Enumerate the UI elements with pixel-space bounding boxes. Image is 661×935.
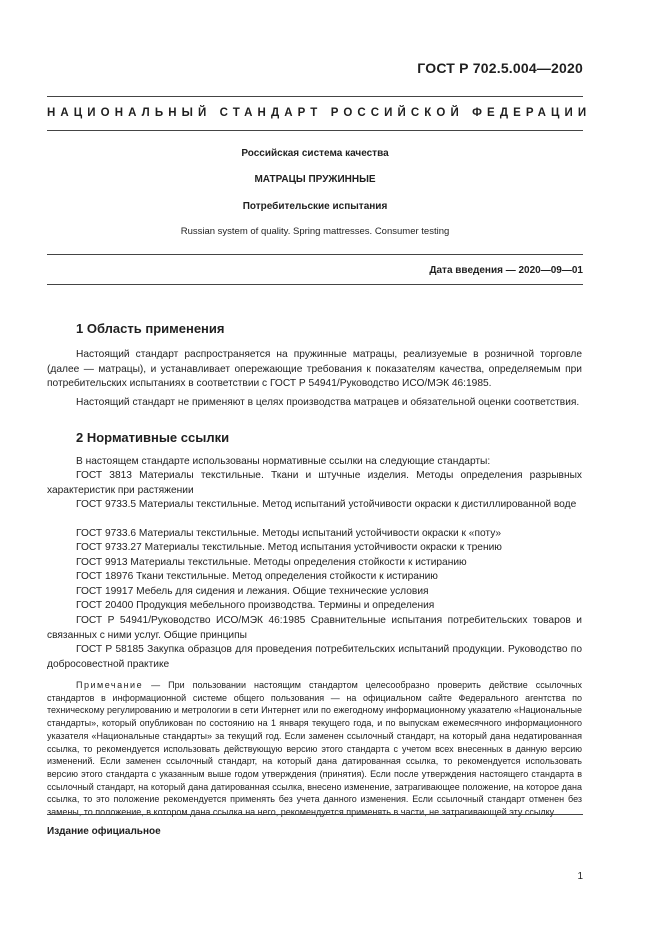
document-code: ГОСТ Р 702.5.004—2020 <box>417 60 583 76</box>
footer-rule <box>47 814 583 815</box>
reference-text: ГОСТ 20400 Продукция мебельного производства. Термины и определения <box>76 600 435 611</box>
reference-item <box>47 527 582 542</box>
reference-text: ГОСТ 3813 Материалы текстильные. Ткани и штучные изделия. Методы определения разрывных характеристик при растяжении <box>47 470 582 496</box>
reference-text: ГОСТ 9733.27 Материалы текстильные. Метод испытания устойчивости окраски к трению <box>76 542 502 553</box>
reference-item <box>47 599 582 614</box>
page-number: 1 <box>577 871 583 882</box>
top-rule <box>47 96 583 97</box>
reference-item <box>47 469 582 498</box>
reference-text: ГОСТ 9733.6 Материалы текстильные. Методы испытаний устойчивости окраски к «поту» <box>76 528 502 539</box>
reference-text: ГОСТ Р 58185 Закупка образцов для проведения потребительских испытаний продукции. Руководство по добросовестной практике <box>47 644 582 670</box>
quality-system-title: Российская система качества <box>241 148 389 159</box>
edition-label: Издание официальное <box>47 826 161 837</box>
reference-text: ГОСТ Р 54941/Руководство ИСО/МЭК 46:1985 Сравнительные испытания потребительских товаров и связанных с ними услуг. Общие принципы <box>47 615 582 641</box>
note-text: — При пользовании настоящим стандартом целесообразно проверить действие ссылочных стандартов в информационной системе общего пользования — на официальном сайте Федерального агентства по техническому регулированию и метрологии в сети Интернет или по ежегодному информационному указателю «Национальные стандарты», который опубликован по состоянию на 1 января текущего года, и по выпускам ежемесячного информационного указателя «Национальные стандарты» за текущий год. Если заменен ссылочный стандарт, на который дана недатированная ссылка, то рекомендуется использовать действующую версию этого стандарта с учетом всех внесенных в данную версию изменений. Если заменен ссылочный стандарт, на который дана датированная ссылка, то рекомендуется использовать версию этого стандарта с указанным выше годом утверждения (принятия). Если после утверждения настоящего стандарта в ссылочный стандарт, на который дана датированная ссылка, внесено изменение, затрагивающее положение, на которое дана ссылка, то это положение рекомендуется применять без учета данного изменения. Если ссылочный стандарт отменен без замены, то положение, в котором дана ссылка на него, рекомендуется применять в части, не затрагивающей эту ссылку. <box>47 680 582 818</box>
header-rule <box>47 130 583 131</box>
reference-text: ГОСТ 9733.5 Материалы текстильные. Метод испытаний устойчивости окраски к дистиллированной воде <box>76 499 577 510</box>
section-1-paragraph-2 <box>47 396 582 411</box>
section-1-paragraph-1-text: Настоящий стандарт распространяется на пружинные матрацы, реализуемые в розничной торговле (далее — матрацы), и устанавливает опережающие требования к показателям качества, определяемым при потребительских испытаниях в соответствии с ГОСТ Р 54941/Руководство ИСО/МЭК 46:1985. <box>47 349 582 390</box>
section-2-heading: 2 Нормативные ссылки <box>76 430 230 445</box>
reference-item <box>47 614 582 643</box>
reference-item <box>47 498 582 513</box>
introduction-date: Дата введения — 2020—09—01 <box>429 265 583 276</box>
title-rule <box>47 254 583 255</box>
section-1-paragraph-2-text: Настоящий стандарт не применяют в целях производства матрацев и обязательной оценки соответствия. <box>76 397 580 408</box>
standard-type-heading: НАЦИОНАЛЬНЫЙ СТАНДАРТ РОССИЙСКОЙ ФЕДЕРАЦИИ <box>47 107 592 119</box>
date-rule <box>47 284 583 285</box>
document-subtitle: Потребительские испытания <box>242 201 388 212</box>
reference-item <box>47 556 582 571</box>
note-label: Примечание <box>76 680 144 690</box>
reference-text: ГОСТ 19917 Мебель для сидения и лежания. Общие технические условия <box>76 586 429 597</box>
section-2-intro-text: В настоящем стандарте использованы нормативные ссылки на следующие стандарты: <box>76 456 491 467</box>
section-2-intro <box>47 455 582 470</box>
section-1-paragraph-1 <box>47 348 582 392</box>
reference-text: ГОСТ 9913 Материалы текстильные. Методы определения стойкости к истиранию <box>76 557 467 568</box>
reference-item <box>47 643 582 672</box>
reference-item <box>47 541 582 556</box>
document-title: МАТРАЦЫ ПРУЖИННЫЕ <box>254 174 376 185</box>
note-paragraph <box>47 679 582 819</box>
reference-item <box>47 570 582 585</box>
reference-item <box>47 585 582 600</box>
section-1-heading: 1 Область применения <box>76 321 225 336</box>
english-title: Russian system of quality. Spring mattresses. Consumer testing <box>180 226 450 237</box>
reference-text: ГОСТ 18976 Ткани текстильные. Метод определения стойкости к истиранию <box>76 571 438 582</box>
